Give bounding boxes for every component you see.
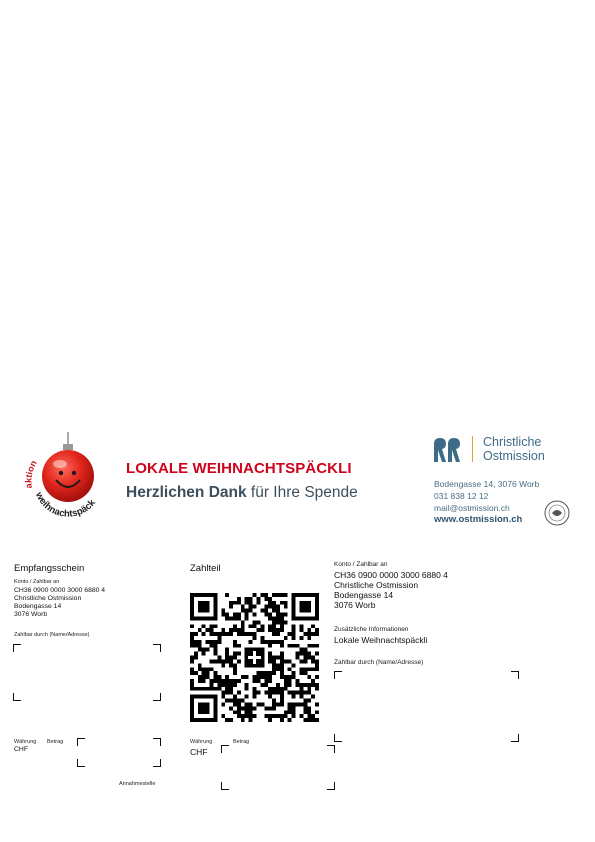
additional-info-label: Zusätzliche Informationen: [334, 626, 409, 633]
contact-address: Bodengasse 14, 3076 Worb: [434, 479, 540, 489]
logo-line-2: Ostmission: [483, 448, 545, 463]
receipt-title: Empfangsschein: [14, 563, 85, 574]
info-account-label: Konto / Zahlbar an: [334, 561, 388, 568]
receipt-payer-label: Zahlbar durch (Name/Adresse): [14, 632, 90, 638]
receipt-city: 3076 Worb: [14, 611, 48, 618]
contact-block: [434, 478, 539, 526]
payment-part-title: Zahlteil: [190, 563, 221, 574]
receipt-amount-label: Betrag: [47, 739, 64, 745]
info-payer-label: Zahlbar durch (Name/Adresse): [334, 659, 424, 666]
receipt-currency: CHF: [14, 746, 28, 753]
receipt-street: Bodengasse 14: [14, 603, 62, 610]
contact-website[interactable]: www.ostmission.ch: [434, 514, 523, 525]
info-name: Christliche Ostmission: [334, 580, 419, 590]
contact-phone: 031 838 12 12: [434, 491, 489, 501]
swiss-qr-code: [190, 593, 319, 722]
logo-divider: [472, 436, 473, 462]
svg-text:aktion: aktion: [23, 458, 39, 489]
additional-info-value: Lokale Weihnachtspäckli: [334, 635, 428, 645]
christmas-ornament-logo: [18, 432, 110, 524]
payment-amount-label: Betrag: [233, 739, 250, 745]
info-creditor: [334, 570, 448, 610]
receipt-iban: CH36 0900 0000 3000 6880 4: [14, 587, 106, 594]
ostmission-logo-icon: [432, 436, 462, 462]
subtitle-rest: für Ihre Spende: [246, 484, 358, 501]
logo-line-1: Christliche: [483, 435, 542, 449]
payment-currency: CHF: [190, 747, 208, 757]
receipt-currency-label: Währung: [14, 739, 37, 745]
info-city: 3076 Worb: [334, 600, 376, 610]
organisation-name: [483, 436, 545, 463]
payment-currency-label: Währung: [190, 739, 213, 745]
acceptance-point-label: Annahmestelle: [119, 781, 156, 787]
certification-seal-icon: [544, 500, 570, 526]
info-iban: CH36 0900 0000 3000 6880 4: [334, 570, 448, 580]
info-street: Bodengasse 14: [334, 590, 394, 600]
receipt-creditor: [14, 587, 105, 619]
subtitle-bold: Herzlichen Dank: [126, 484, 247, 501]
receipt-account-label: Konto / Zahlbar an: [14, 579, 60, 585]
campaign-title: LOKALE WEIHNACHTSPÄCKLI: [126, 460, 352, 477]
svg-text:weihnachtspäckli: weihnachtspäck: [33, 490, 98, 520]
contact-email[interactable]: mail@ostmission.ch: [434, 503, 510, 513]
thank-you-subtitle: [126, 484, 358, 502]
receipt-name: Christliche Ostmission: [14, 595, 82, 602]
